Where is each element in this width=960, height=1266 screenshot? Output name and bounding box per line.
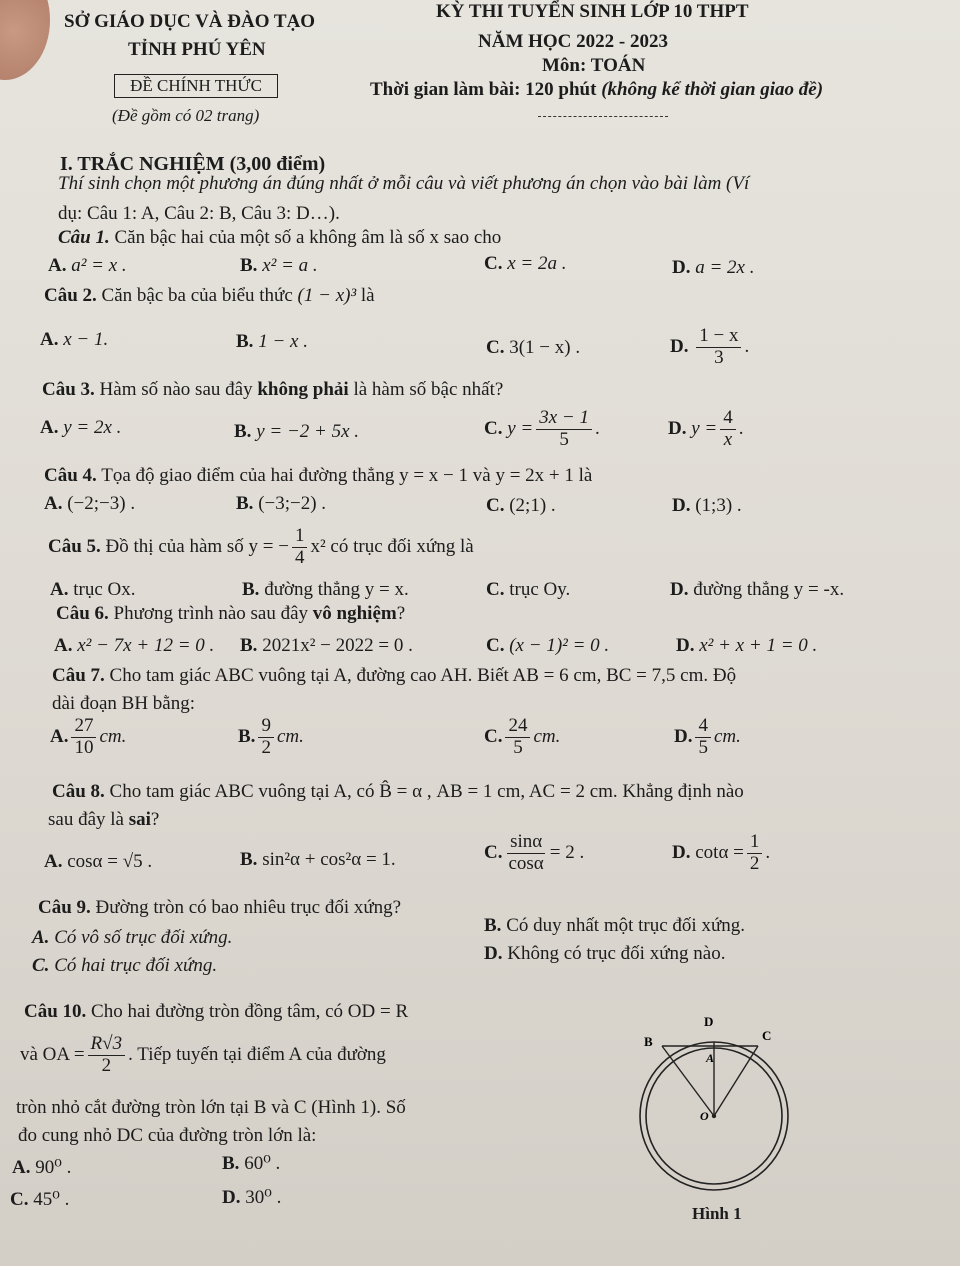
subject: Môn: TOÁN	[542, 55, 646, 76]
q6-option-a: A. x² − 7x + 12 = 0 .	[54, 635, 215, 656]
q2-expr: (1 − x)³	[297, 285, 357, 306]
q2-tail: là	[360, 285, 375, 306]
instruction-line-1: Thí sinh chọn một phương án đúng nhất ở mỗi câu và viết phương án chọn vào bài làm (Ví	[58, 173, 750, 194]
q5-option-a: A. trục Ox.	[50, 579, 136, 600]
question-7: Câu 7. Cho tam giác ABC vuông tại A, đường cao AH. Biết AB = 6 cm, BC = 7,5 cm. Độ	[52, 665, 737, 686]
q7-text-2: dài đoạn BH bằng:	[52, 693, 196, 714]
label-d: D	[704, 1014, 714, 1029]
q10-text-3: tròn nhỏ cắt đường tròn lớn tại B và C (Hình 1). Số	[16, 1097, 406, 1118]
q1-label: Câu 1.	[58, 227, 110, 248]
pages-note: (Đề gồm có 02 trang)	[112, 106, 260, 125]
point-o-dot	[712, 1114, 716, 1118]
q10-label: Câu 10.	[24, 1001, 87, 1022]
figure-caption: Hình 1	[692, 1204, 742, 1223]
q9-option-c: C. Có hai trục đối xứng.	[32, 955, 218, 976]
question-3: Câu 3. Hàm số nào sau đây không phải là hàm số bậc nhất?	[42, 379, 504, 400]
q10-text-4: đo cung nhỏ DC của đường tròn lớn là:	[18, 1125, 317, 1146]
q5-option-b: B. đường thẳng y = x.	[242, 579, 409, 600]
q5-label: Câu 5.	[48, 535, 101, 557]
q8-text-2: sau đây là sai?	[48, 809, 160, 830]
q4-option-a: A. (−2;−3) .	[44, 493, 136, 514]
question-1	[58, 226, 501, 250]
q3-option-b: B. y = −2 + 5x .	[234, 421, 360, 442]
q9-option-d: D. Không có trục đối xứng nào.	[484, 943, 726, 964]
q8-option-d: D. cotα = $\frac{1}{2}$ .	[672, 831, 771, 874]
q8-option-b: B. sin²α + cos²α = 1.	[240, 849, 396, 870]
q6-option-d: D. x² + x + 1 = 0 .	[676, 635, 818, 656]
finger-shadow	[0, 0, 50, 80]
q9-option-a: A. Có vô số trục đối xứng.	[32, 927, 233, 948]
q8-label: Câu 8.	[52, 781, 105, 802]
q7-option-b: B. $\frac{9}{2}$ cm.	[238, 715, 304, 758]
q4-label: Câu 4.	[44, 465, 97, 486]
q1-text: Căn bậc hai của một số a không âm là số x sao cho	[114, 227, 502, 248]
q6-label: Câu 6.	[56, 603, 109, 624]
segment-oc	[714, 1046, 758, 1116]
q1-option-d: D. a = 2x .	[672, 257, 755, 278]
time-info	[370, 78, 823, 102]
time-label: Thời gian làm bài: 120 phút	[370, 79, 597, 100]
official-stamp: ĐỀ CHÍNH THỨC	[114, 74, 278, 98]
q4-option-c: C. (2;1) .	[486, 495, 556, 516]
label-b: B	[644, 1034, 653, 1049]
q7-option-d: D. $\frac{4}{5}$ cm.	[674, 715, 741, 758]
q7-label: Câu 7.	[52, 665, 105, 686]
q10-option-a: A. 90⁰ .	[12, 1157, 72, 1178]
q2-option-b: B. 1 − x .	[236, 331, 308, 352]
q8-option-c: C. $\frac{\sin\alpha}{\cos\alpha}$ = 2 .	[484, 831, 585, 874]
q7-option-c: C. $\frac{24}{5}$ cm.	[484, 715, 561, 758]
exam-title: KỲ THI TUYỂN SINH LỚP 10 THPT	[436, 1, 749, 22]
q10-text-2: và OA = $\frac{R√3}{2}$ . Tiếp tuyến tại điểm A của đường	[20, 1033, 386, 1076]
q1-option-c: C. x = 2a .	[484, 253, 567, 274]
q5-option-c: C. trục Oy.	[486, 579, 571, 600]
label-a: A	[706, 1051, 715, 1065]
q4-option-d: D. (1;3) .	[672, 495, 742, 516]
q2-option-c: C. 3(1 − x) .	[486, 337, 581, 358]
q3-label: Câu 3.	[42, 379, 95, 400]
q7-option-a: A. $\frac{27}{10}$ cm.	[50, 715, 127, 758]
q10-option-b: B. 60⁰ .	[222, 1153, 281, 1174]
question-6: Câu 6. Phương trình nào sau đây vô nghiệm?	[56, 603, 406, 624]
section-title: I. TRẮC NGHIỆM (3,00 điểm)	[60, 153, 326, 175]
q9-option-b: B. Có duy nhất một trục đối xứng.	[484, 915, 745, 936]
question-5: Câu 5. Đồ thị của hàm số y = − $\frac{1}{4}$ x² có trục đối xứng là	[48, 525, 474, 568]
q10-option-c: C. 45⁰ .	[10, 1189, 70, 1210]
question-10: Câu 10. Cho hai đường tròn đồng tâm, có OD = R	[24, 1001, 409, 1022]
header-divider	[538, 116, 668, 117]
q10-option-d: D. 30⁰ .	[222, 1187, 282, 1208]
question-9: Câu 9. Đường tròn có bao nhiêu trục đối xứng?	[38, 897, 402, 918]
q6-option-b: B. 2021x² − 2022 = 0 .	[240, 635, 413, 656]
label-c: C	[762, 1028, 772, 1043]
q1-option-a: A. a² = x .	[48, 255, 127, 276]
time-note: (không kể thời gian giao đề)	[601, 79, 824, 100]
q3-option-c: C. y = $\frac{3x - 1}{5}$ .	[484, 407, 600, 450]
q2-label: Câu 2.	[44, 285, 97, 306]
question-4: Câu 4. Tọa độ giao điểm của hai đường thẳng y = x − 1 và y = 2x + 1 là	[44, 465, 593, 486]
q9-label: Câu 9.	[38, 897, 91, 918]
question-2	[44, 284, 375, 308]
q2-option-a: A. x − 1.	[40, 329, 109, 350]
q1-option-b: B. x² = a .	[240, 255, 318, 276]
question-8: Câu 8. Cho tam giác ABC vuông tại A, có B̂ = α , AB = 1 cm, AC = 2 cm. Khẳng định nào	[52, 781, 744, 802]
province-name: TỈNH PHÚ YÊN	[128, 39, 266, 60]
q3-option-d: D. y = $\frac{4}{x}$ .	[668, 407, 744, 450]
instruction-line-2: dụ: Câu 1: A, Câu 2: B, Câu 3: D…).	[58, 203, 340, 224]
q4-option-b: B. (−3;−2) .	[236, 493, 327, 514]
school-year: NĂM HỌC 2022 - 2023	[478, 31, 668, 52]
q5-option-d: D. đường thẳng y = -x.	[670, 579, 845, 600]
q2-text: Căn bậc ba của biểu thức	[101, 285, 293, 306]
label-o: O	[700, 1109, 709, 1123]
q3-option-a: A. y = 2x .	[40, 417, 122, 438]
department-name: SỞ GIÁO DỤC VÀ ĐÀO TẠO	[64, 11, 316, 32]
figure-concentric-circles	[636, 1010, 792, 1210]
q8-option-a: A. cosα = √5 .	[44, 851, 153, 872]
q2-option-d: D. $\frac{1 - x}{3}$ .	[670, 325, 750, 368]
q6-option-c: C. (x − 1)² = 0 .	[486, 635, 610, 656]
